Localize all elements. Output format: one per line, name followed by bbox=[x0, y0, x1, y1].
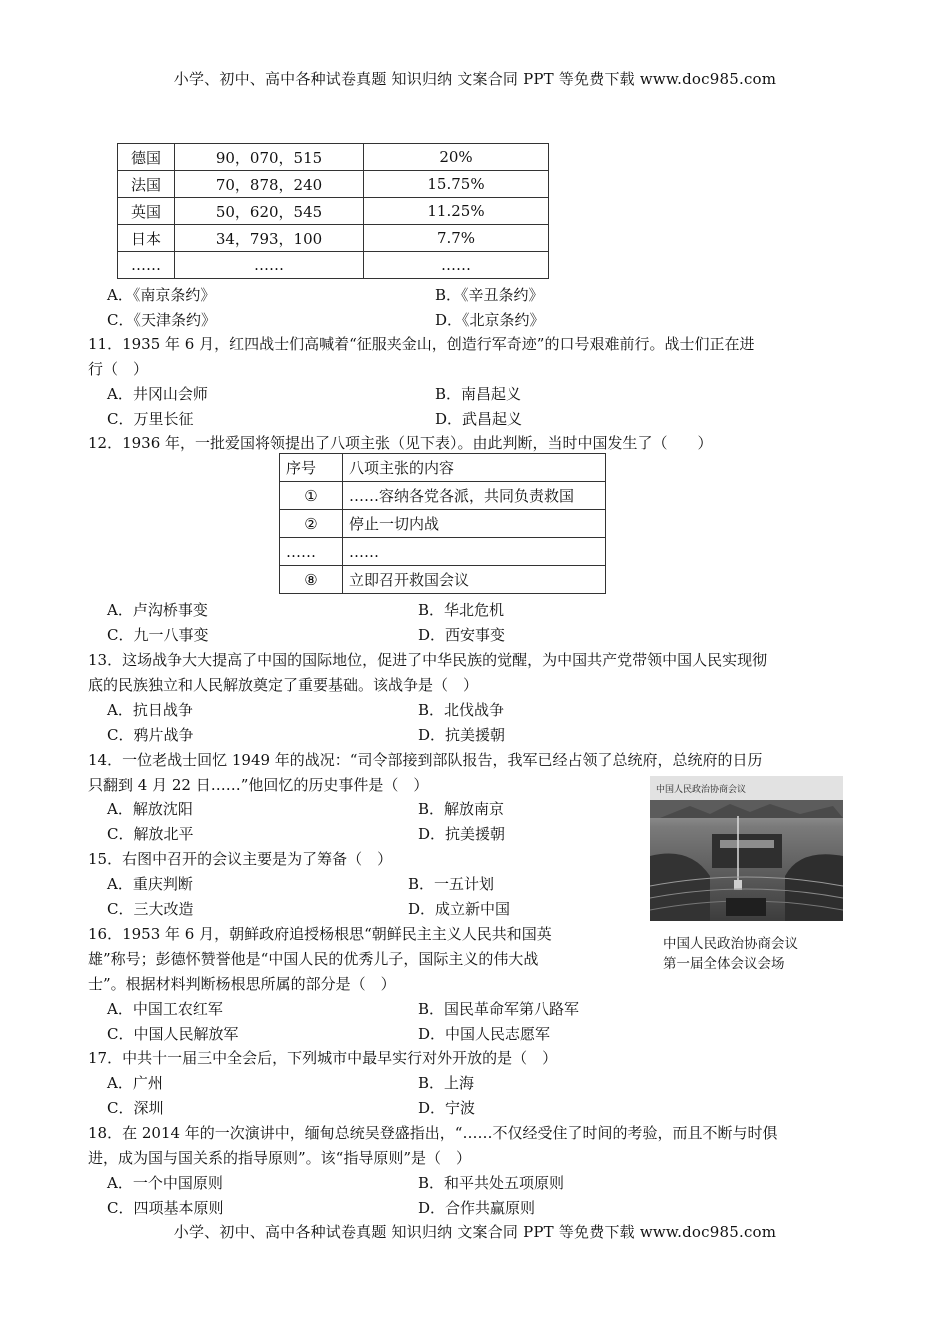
cppcc-hall-photo bbox=[650, 776, 843, 921]
q14-option-c[interactable]: C．解放北平 bbox=[107, 825, 194, 843]
table-cell: 英国 bbox=[118, 198, 175, 225]
table-cell: 日本 bbox=[118, 225, 175, 252]
table-row bbox=[118, 252, 549, 279]
page-footer: 小学、初中、高中各种试卷真题 知识归纳 文案合同 PPT 等免费下载 www.doc985.com bbox=[173, 1223, 777, 1241]
table-row bbox=[280, 566, 606, 594]
table-cell: 德国 bbox=[118, 144, 175, 171]
photo-caption bbox=[663, 934, 853, 974]
photo-caption-line1: 中国人民政治协商会议 bbox=[663, 936, 798, 952]
q14-option-a[interactable]: A．解放沈阳 bbox=[107, 800, 193, 818]
table-cell: 法国 bbox=[118, 171, 175, 198]
q16-option-d[interactable]: D．中国人民志愿军 bbox=[418, 1025, 551, 1043]
table-cell: 15.75% bbox=[364, 171, 549, 198]
q11-option-c[interactable]: C．万里长征 bbox=[107, 410, 194, 428]
eight-proposals-table bbox=[279, 453, 606, 594]
q14-line2: 只翻到 4 月 22 日……”他回忆的历史事件是（ ） bbox=[88, 776, 429, 794]
q14-line1: 14．一位老战士回忆 1949 年的战况：“司令部接到部队报告，我军已经占领了总统府，总统府的日历 bbox=[88, 751, 763, 769]
table-cell: 11.25% bbox=[364, 198, 549, 225]
q16-line1: 16．1953 年 6 月，朝鲜政府追授杨根思“朝鲜民主主义人民共和国英 bbox=[88, 925, 552, 943]
q10-option-d[interactable]: D．《北京条约》 bbox=[435, 311, 545, 329]
q18-line1: 18．在 2014 年的一次演讲中，缅甸总统吴登盛指出，“……不仅经受住了时间的考验，而且不断与时俱 bbox=[88, 1124, 778, 1142]
q16-option-a[interactable]: A．中国工农红军 bbox=[107, 1000, 223, 1018]
table-row bbox=[118, 144, 549, 171]
table-row bbox=[280, 482, 606, 510]
q14-option-d[interactable]: D．抗美援朝 bbox=[418, 825, 506, 843]
table-cell: …… bbox=[364, 252, 549, 279]
table-cell: …… bbox=[118, 252, 175, 279]
q13-line1: 13．这场战争大大提高了中国的国际地位，促进了中华民族的觉醒，为中国共产党带领中国人民实现彻 bbox=[88, 651, 768, 669]
q15-option-b[interactable]: B．一五计划 bbox=[408, 875, 495, 893]
table-cell: ⑧ bbox=[280, 566, 343, 594]
table-cell: 立即召开救国会议 bbox=[343, 566, 606, 594]
q16-line3: 士”。根据材料判断杨根思所属的部分是（ ） bbox=[88, 975, 396, 993]
q13-option-a[interactable]: A．抗日战争 bbox=[107, 701, 193, 719]
table-cell: 34，793，100 bbox=[175, 225, 364, 252]
q13-line2: 底的民族独立和人民解放奠定了重要基础。该战争是（ ） bbox=[88, 676, 479, 694]
q15-text: 15．右图中召开的会议主要是为了筹备（ ） bbox=[88, 850, 393, 868]
table-row bbox=[118, 171, 549, 198]
q12-option-a[interactable]: A．卢沟桥事变 bbox=[107, 601, 208, 619]
table-row bbox=[118, 198, 549, 225]
q18-line2: 进，成为国与国关系的指导原则”。该“指导原则”是（ ） bbox=[88, 1149, 472, 1167]
table-row bbox=[280, 510, 606, 538]
hall-illustration bbox=[650, 776, 843, 921]
q12-text: 12．1936 年，一批爱国将领提出了八项主张（见下表）。由此判断，当时中国发生了（ ） bbox=[88, 434, 713, 452]
q12-option-c[interactable]: C．九一八事变 bbox=[107, 626, 209, 644]
q15-option-d[interactable]: D．成立新中国 bbox=[408, 900, 511, 918]
indemnity-table bbox=[117, 143, 549, 279]
table-cell: …… bbox=[280, 538, 343, 566]
q10-option-c[interactable]: C．《天津条约》 bbox=[107, 311, 216, 329]
table-cell: 20% bbox=[364, 144, 549, 171]
photo-caption-line2: 第一届全体会议会场 bbox=[663, 956, 785, 972]
q12-option-d[interactable]: D．西安事变 bbox=[418, 626, 506, 644]
q18-option-a[interactable]: A．一个中国原则 bbox=[107, 1174, 223, 1192]
table-row bbox=[280, 538, 606, 566]
q12-option-b[interactable]: B．华北危机 bbox=[418, 601, 505, 619]
q18-option-d[interactable]: D．合作共赢原则 bbox=[418, 1199, 536, 1217]
q16-option-c[interactable]: C．中国人民解放军 bbox=[107, 1025, 239, 1043]
q11-option-b[interactable]: B．南昌起义 bbox=[435, 385, 522, 403]
q10-option-a[interactable]: A．《南京条约》 bbox=[107, 286, 216, 304]
table-header-cell: 序号 bbox=[280, 454, 343, 482]
q17-option-b[interactable]: B．上海 bbox=[418, 1074, 475, 1092]
q11-option-a[interactable]: A．井冈山会师 bbox=[107, 385, 208, 403]
table-cell: ② bbox=[280, 510, 343, 538]
table-cell: 停止一切内战 bbox=[343, 510, 606, 538]
q16-option-b[interactable]: B．国民革命军第八路军 bbox=[418, 1000, 580, 1018]
page-header: 小学、初中、高中各种试卷真题 知识归纳 文案合同 PPT 等免费下载 www.doc985.com bbox=[173, 70, 777, 88]
table-cell: 90，070，515 bbox=[175, 144, 364, 171]
q17-text: 17．中共十一届三中全会后，下列城市中最早实行对外开放的是（ ） bbox=[88, 1049, 558, 1067]
table-cell: 7.7% bbox=[364, 225, 549, 252]
table-cell: …… bbox=[343, 538, 606, 566]
q17-option-c[interactable]: C．深圳 bbox=[107, 1099, 164, 1117]
q15-option-a[interactable]: A．重庆判断 bbox=[107, 875, 193, 893]
table-header-row bbox=[280, 454, 606, 482]
table-cell: 50，620，545 bbox=[175, 198, 364, 225]
q17-option-a[interactable]: A．广州 bbox=[107, 1074, 163, 1092]
hall-banner-text: 中国人民政治协商会议 bbox=[656, 785, 747, 795]
q17-option-d[interactable]: D．宁波 bbox=[418, 1099, 476, 1117]
q13-option-c[interactable]: C．鸦片战争 bbox=[107, 726, 194, 744]
q14-option-b[interactable]: B．解放南京 bbox=[418, 800, 505, 818]
table-cell: 70，878，240 bbox=[175, 171, 364, 198]
q11-option-d[interactable]: D．武昌起义 bbox=[435, 410, 523, 428]
table-cell: ……容纳各党各派，共同负责救国 bbox=[343, 482, 606, 510]
q15-option-c[interactable]: C．三大改造 bbox=[107, 900, 194, 918]
q11-line1: 11．1935 年 6 月，红四战士们高喊着“征服夹金山，创造行军奇迹”的口号艰难前行。战士们正在进 bbox=[88, 335, 755, 353]
q18-option-c[interactable]: C．四项基本原则 bbox=[107, 1199, 224, 1217]
q13-option-d[interactable]: D．抗美援朝 bbox=[418, 726, 506, 744]
q13-option-b[interactable]: B．北伐战争 bbox=[418, 701, 505, 719]
table-row bbox=[118, 225, 549, 252]
q18-option-b[interactable]: B．和平共处五项原则 bbox=[418, 1174, 565, 1192]
q11-line2: 行（ ） bbox=[88, 360, 149, 378]
table-header-cell: 八项主张的内容 bbox=[343, 454, 606, 482]
q10-option-b[interactable]: B．《辛丑条约》 bbox=[435, 286, 544, 304]
q16-line2: 雄”称号；彭德怀赞誉他是“中国人民的优秀儿子，国际主义的伟大战 bbox=[88, 950, 539, 968]
table-cell: …… bbox=[175, 252, 364, 279]
table-cell: ① bbox=[280, 482, 343, 510]
